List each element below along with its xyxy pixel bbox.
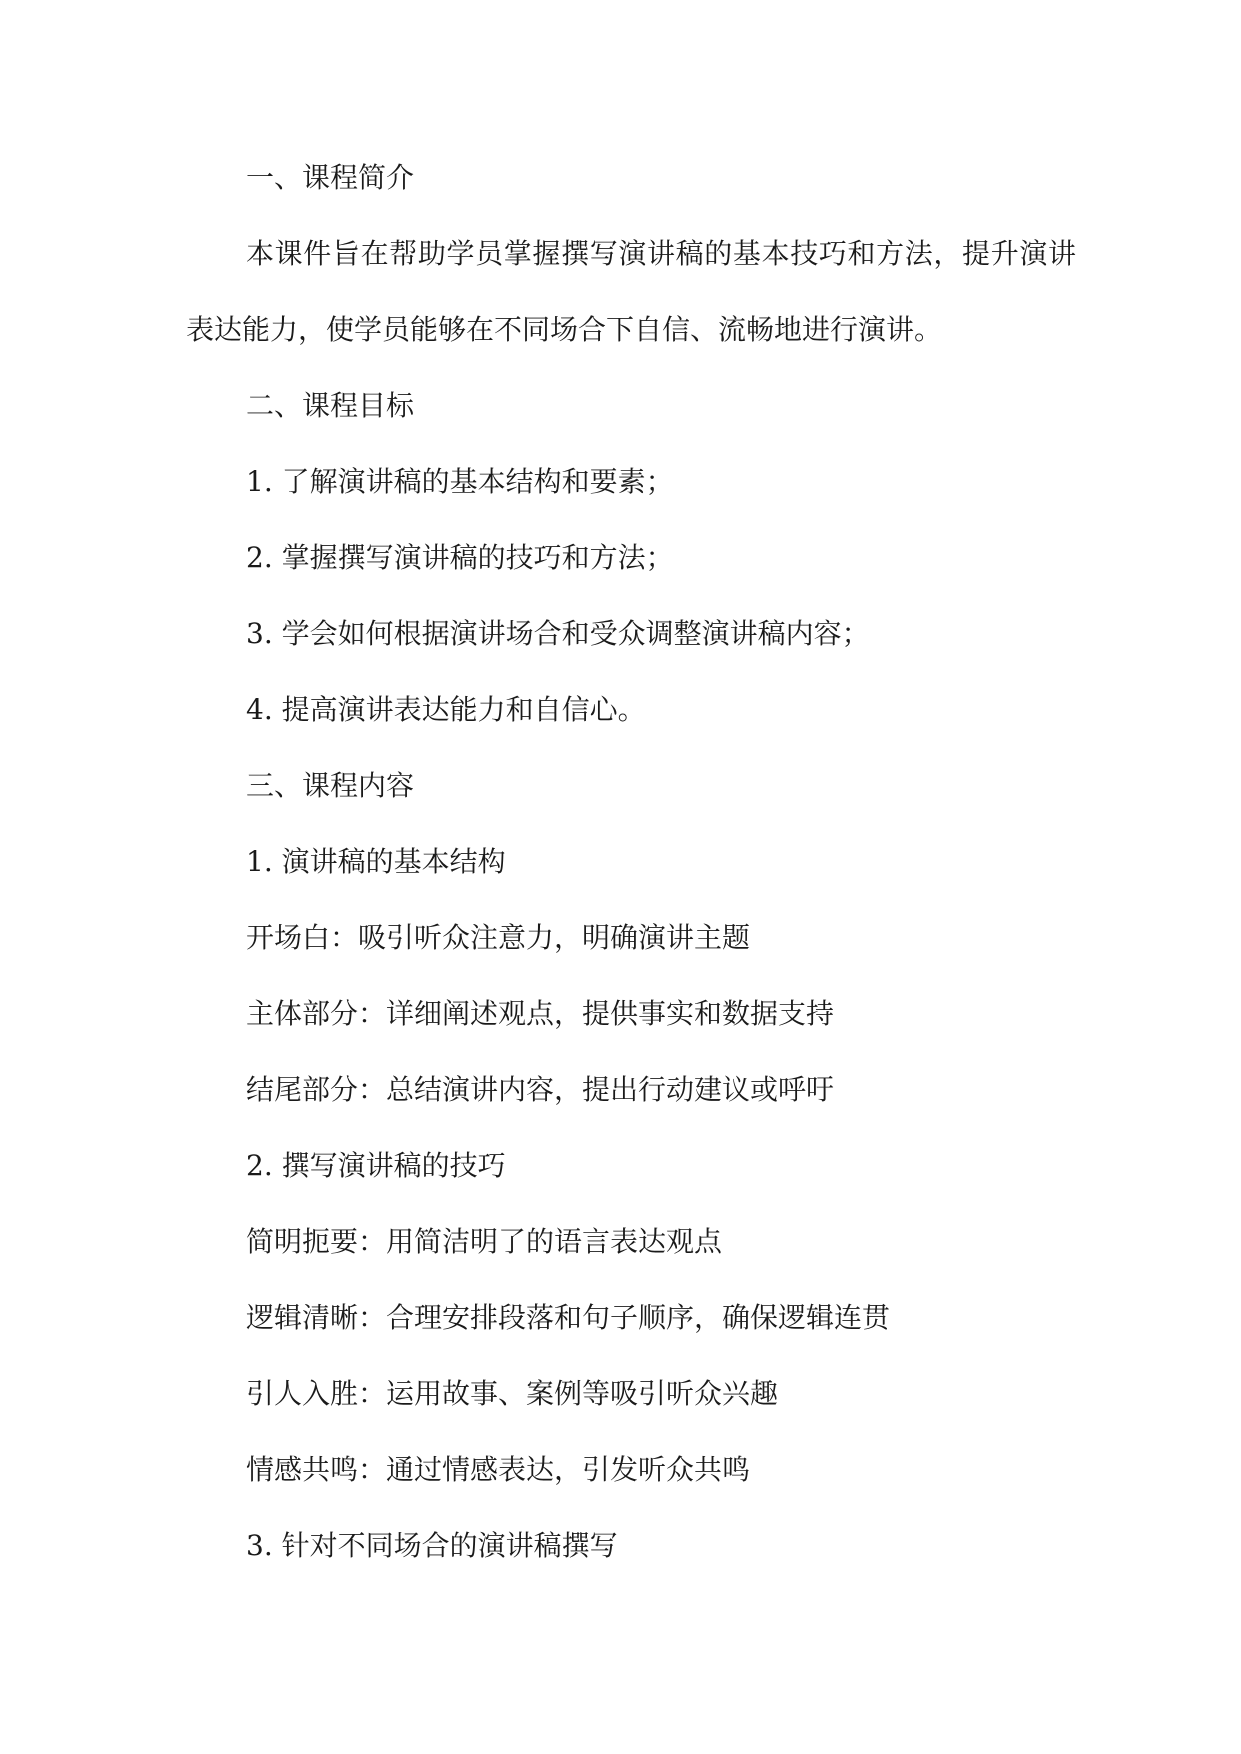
subsection-heading-structure: 1. 演讲稿的基本结构 <box>246 845 506 878</box>
subsection-heading-techniques: 2. 撰写演讲稿的技巧 <box>246 1149 506 1182</box>
technique-item: 简明扼要：用简洁明了的语言表达观点 <box>246 1225 723 1258</box>
intro-paragraph: 本课件旨在帮助学员掌握撰写演讲稿的基本技巧和方法，提升演讲表达能力，使学员能够在不同场合下自信、流畅地进行演讲。 <box>186 237 1076 346</box>
structure-item: 开场白：吸引听众注意力，明确演讲主题 <box>246 921 751 954</box>
document-body <box>186 140 1076 1584</box>
goal-item: 3. 学会如何根据演讲场合和受众调整演讲稿内容； <box>246 617 870 650</box>
technique-item: 情感共鸣：通过情感表达，引发听众共鸣 <box>246 1453 751 1486</box>
technique-item: 逻辑清晰：合理安排段落和句子顺序，确保逻辑连贯 <box>246 1301 891 1334</box>
subsection-heading-occasions: 3. 针对不同场合的演讲稿撰写 <box>246 1529 618 1562</box>
structure-item: 主体部分：详细阐述观点，提供事实和数据支持 <box>246 997 835 1030</box>
technique-item: 引人入胜：运用故事、案例等吸引听众兴趣 <box>246 1377 779 1410</box>
goal-item: 1. 了解演讲稿的基本结构和要素； <box>246 465 674 498</box>
section-heading-goals: 二、课程目标 <box>246 389 415 422</box>
structure-item: 结尾部分：总结演讲内容，提出行动建议或呼吁 <box>246 1073 835 1106</box>
section-heading-intro: 一、课程简介 <box>246 161 415 194</box>
goal-item: 2. 掌握撰写演讲稿的技巧和方法； <box>246 541 674 574</box>
goal-item: 4. 提高演讲表达能力和自信心。 <box>246 693 646 726</box>
section-heading-content: 三、课程内容 <box>246 769 415 802</box>
